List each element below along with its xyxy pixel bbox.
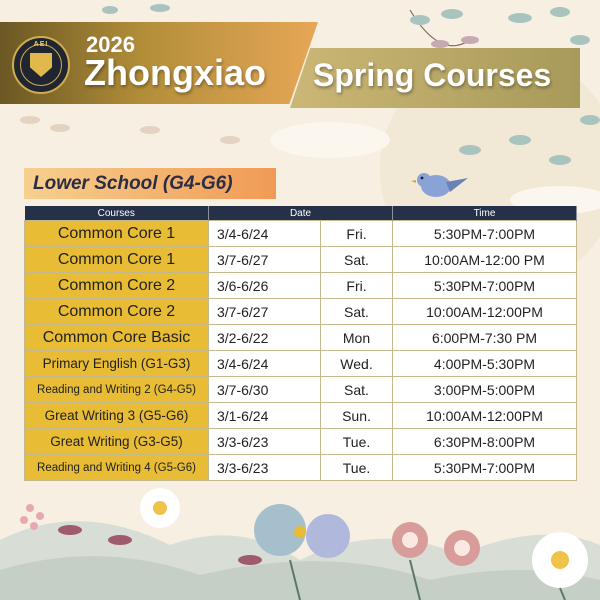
course-dates: 3/2-6/22: [209, 325, 321, 351]
table-row: [25, 273, 577, 299]
course-day: Sat.: [321, 299, 393, 325]
course-name: Great Writing (G3-G5): [25, 429, 209, 455]
course-day: Sun.: [321, 403, 393, 429]
course-name: Great Writing 3 (G5-G6): [25, 403, 209, 429]
course-time: 5:30PM-7:00PM: [393, 221, 577, 247]
course-dates: 3/4-6/24: [209, 351, 321, 377]
section-title: Lower School (G4-G6): [24, 168, 276, 199]
table-header-row: [25, 206, 577, 221]
course-time: 5:30PM-7:00PM: [393, 455, 577, 481]
header-date: Date: [209, 206, 393, 221]
course-time: 10:00AM-12:00PM: [393, 403, 577, 429]
school-logo: [12, 36, 70, 94]
table-row: [25, 299, 577, 325]
logo-text: AEI: [33, 41, 49, 48]
year: 2026: [86, 32, 135, 57]
course-time: 10:00AM-12:00PM: [393, 299, 577, 325]
table-row: [25, 403, 577, 429]
header-courses: Courses: [25, 206, 209, 221]
course-time: 6:30PM-8:00PM: [393, 429, 577, 455]
course-dates: 3/6-6/26: [209, 273, 321, 299]
table-row: [25, 247, 577, 273]
course-name: Common Core 2: [25, 273, 209, 299]
table-row: [25, 377, 577, 403]
course-schedule-table: [24, 206, 577, 481]
flower-white-right: [532, 532, 588, 588]
course-name: Common Core 1: [25, 247, 209, 273]
course-dates: 3/3-6/23: [209, 455, 321, 481]
campus-title: Zhongxiao: [84, 52, 266, 93]
page-title: Spring Courses: [313, 57, 552, 93]
course-name: Reading and Writing 2 (G4-G5): [25, 377, 209, 403]
course-dates: 3/1-6/24: [209, 403, 321, 429]
course-name: Primary English (G1-G3): [25, 351, 209, 377]
course-time: 5:30PM-7:00PM: [393, 273, 577, 299]
course-name: Common Core Basic: [25, 325, 209, 351]
course-dates: 3/3-6/23: [209, 429, 321, 455]
course-time: 10:00AM-12:00 PM: [393, 247, 577, 273]
course-day: Wed.: [321, 351, 393, 377]
course-time: 3:00PM-5:00PM: [393, 377, 577, 403]
course-day: Fri.: [321, 273, 393, 299]
course-day: Mon: [321, 325, 393, 351]
table-row: [25, 351, 577, 377]
course-day: Sat.: [321, 247, 393, 273]
course-day: Tue.: [321, 429, 393, 455]
course-name: Common Core 2: [25, 299, 209, 325]
course-day: Sat.: [321, 377, 393, 403]
course-name: Common Core 1: [25, 221, 209, 247]
course-day: Fri.: [321, 221, 393, 247]
table-row: [25, 429, 577, 455]
course-time: 4:00PM-5:30PM: [393, 351, 577, 377]
table-row: [25, 455, 577, 481]
table-row: [25, 221, 577, 247]
table-row: [25, 325, 577, 351]
course-name: Reading and Writing 4 (G5-G6): [25, 455, 209, 481]
header-time: Time: [393, 206, 577, 221]
flower-white-left: [140, 488, 180, 528]
course-dates: 3/7-6/30: [209, 377, 321, 403]
course-day: Tue.: [321, 455, 393, 481]
flower-blue: [254, 504, 350, 558]
course-time: 6:00PM-7:30 PM: [393, 325, 577, 351]
course-dates: 3/4-6/24: [209, 221, 321, 247]
course-dates: 3/7-6/27: [209, 247, 321, 273]
course-dates: 3/7-6/27: [209, 299, 321, 325]
